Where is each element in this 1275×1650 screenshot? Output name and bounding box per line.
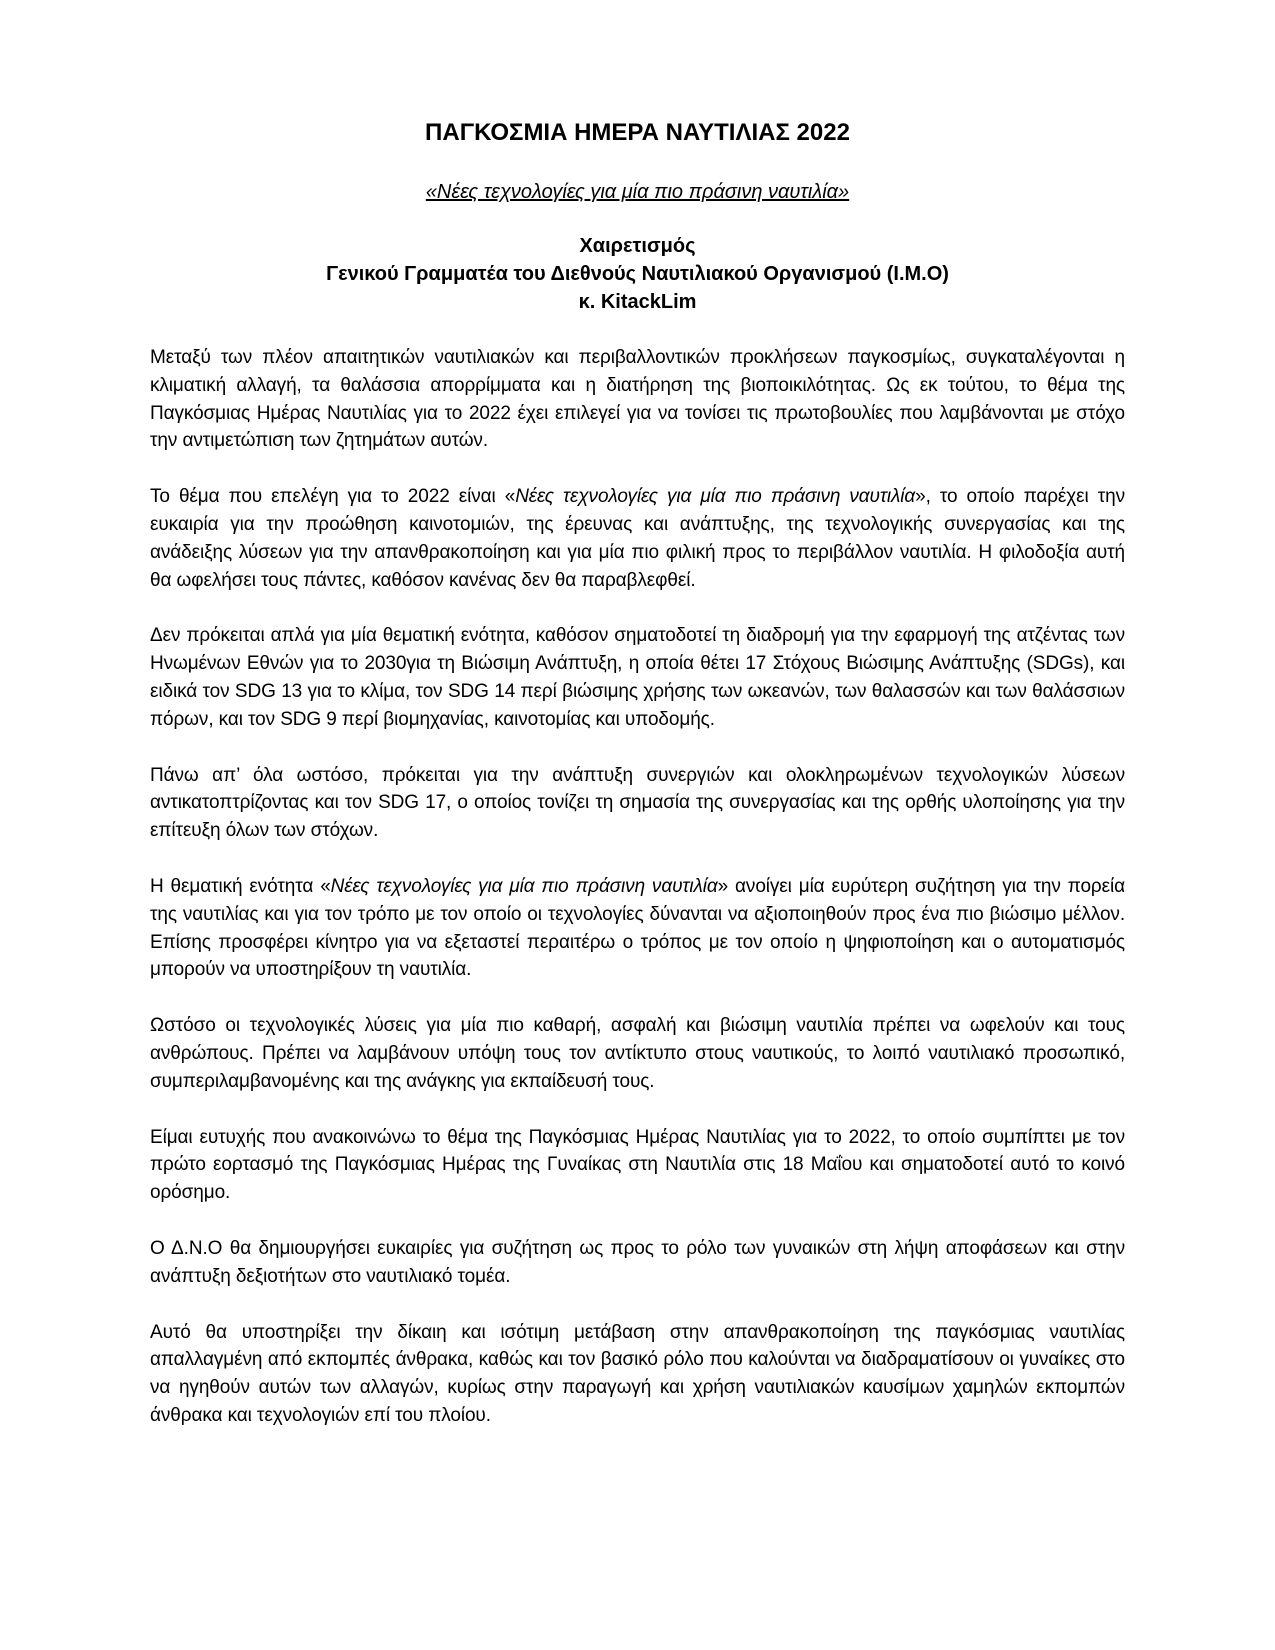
paragraph-3: Δεν πρόκειται απλά για μία θεματική ενότητα, καθόσον σηματοδοτεί τη διαδρομή για την εφαρμογή της ατζέντας των Ηνωμένων Εθνών για το 2030για τη Βιώσιμη Ανάπτυξη, η οποία θέτει 17 Στόχους Βιώσιμης Ανάπτυξης (SDGs), και ειδικά τον SDG 13 για το κλίμα, τον SDG 14 περί βιώσιμης χρήσης των ωκεανών, των θαλασσών και των θαλάσσιων πόρων, και τον SDG 9 περί βιομηχανίας, καινοτομίας και υποδομής. <box>150 625 1125 730</box>
greeting-line-3: κ. KitackLim <box>578 291 697 313</box>
paragraph-6: Ωστόσο οι τεχνολογικές λύσεις για μία πιο καθαρή, ασφαλή και βιώσιμη ναυτιλία πρέπει να ωφελούν και τους ανθρώπους. Πρέπει να λαμβάνουν υπόψη τους τον αντίκτυπο στους ναυτικούς, το λοιπό ναυτιλιακό προσωπικό, συμπεριλαμβανομένης και της ανάγκης για εκπαίδευσή τους. <box>150 1015 1125 1092</box>
paragraph-5-text-a: Η θεματική ενότητα « <box>150 875 331 897</box>
paragraph-8: Ο Δ.Ν.Ο θα δημιουργήσει ευκαιρίες για συζήτηση ως προς το ρόλο των γυναικών στη λήψη αποφάσεων και στην ανάπτυξη δεξιοτήτων στο ναυτιλιακό τομέα. <box>150 1237 1125 1287</box>
paragraph-2-theme: Νέες τεχνολογίες για μία πιο πράσινη ναυτιλία <box>515 486 916 508</box>
document-title: ΠΑΓΚΟΣΜΙΑ ΗΜΕΡΑ ΝΑΥΤΙΛΙΑΣ 2022 <box>425 119 850 146</box>
paragraph-2-text-b: », το οποίο παρέχει την ευκαιρία για την προώθηση καινοτομιών, της έρευνας και ανάπτυξης, της τεχνολογικής συνεργασίας και της ανάδειξης λύσεων για την απανθρακοποίηση και για μία πιο φιλική προς το περιβάλλον ναυτιλία. Η φιλοδοξία αυτή θα ωφελήσει τους πάντες, καθόσον κανένας δεν θα παραβλεφθεί. <box>150 486 1126 591</box>
paragraph-2-text-a: Το θέμα που επελέγη για το 2022 είναι « <box>150 486 516 508</box>
paragraph-7: Είμαι ευτυχής που ανακοινώνω το θέμα της Παγκόσμιας Ημέρας Ναυτιλίας για το 2022, το οποίο συμπίπτει με τον πρώτο εορτασμό της Παγκόσμιας Ημέρας της Γυναίκας στη Ναυτιλία στις 18 Μαΐου και σηματοδοτεί αυτό το κοινό ορόσημο. <box>150 1126 1125 1204</box>
paragraph-5-theme: Νέες τεχνολογίες για μία πιο πράσινη ναυτιλία <box>330 875 718 897</box>
paragraph-1: Μεταξύ των πλέον απαιτητικών ναυτιλιακών και περιβαλλοντικών προκλήσεων παγκοσμίως, συγκαταλέγονται η κλιματική αλλαγή, τα θαλάσσια απορρίμματα και η διατήρηση της βιοποικιλότητας. Ως εκ τούτου, το θέμα της Παγκόσμιας Ημέρας Ναυτιλίας για το 2022 έχει επιλεγεί για να τονίσει τις πρωτοβουλίες που λαμβάνονται με στόχο την αντιμετώπιση των ζητημάτων αυτών. <box>150 347 1125 452</box>
paragraph-9: Αυτό θα υποστηρίξει την δίκαιη και ισότιμη μετάβαση στην απανθρακοποίηση της παγκόσμιας ναυτιλίας απαλλαγμένη από εκπομπές άνθρακα, καθώς και τον βασικό ρόλο που καλούνται να διαδραματίσουν οι γυναίκες στο να ηγηθούν αυτών των αλλαγών, κυρίως στην παραγωγή και χρήση ναυτιλιακών καυσίμων χαμηλών εκπομπών άνθρακα και τεχνολογιών επί του πλοίου. <box>150 1321 1125 1426</box>
greeting-line-2: Γενικού Γραμματέα του Διεθνούς Ναυτιλιακού Οργανισμού (Ι.Μ.Ο) <box>326 263 949 285</box>
paragraph-5 <box>150 873 1125 984</box>
greeting-line-1: Χαιρετισμός <box>579 235 696 257</box>
greeting-block <box>150 232 1125 316</box>
document-subtitle: «Νέες τεχνολογίες για μία πιο πράσινη ναυτιλία» <box>425 181 850 203</box>
paragraph-2 <box>150 483 1125 594</box>
document-page <box>150 118 1125 1430</box>
paragraph-4: Πάνω απ’ όλα ωστόσο, πρόκειται για την ανάπτυξη συνεργιών και ολοκληρωμένων τεχνολογικών λύσεων αντικατοπτρίζοντας και τον SDG 17, ο οποίος τονίζει τη σημασία της συνεργασίας και της ορθής υλοποίησης για την επίτευξη όλων των στόχων. <box>150 764 1125 842</box>
paragraph-5-text-b: » ανοίγει μία ευρύτερη συζήτηση για την πορεία της ναυτιλίας και για τον τρόπο με τον οποίο οι τεχνολογίες δύνανται να αξιοποιηθούν προς ένα πιο βιώσιμο μέλλον. Επίσης προσφέρει κίνητρο για να εξεταστεί περαιτέρω ο τρόπος με τον οποίο η ψηφιοποίηση και ο αυτοματισμός μπορούν να υποστηρίξουν τη ναυτιλία. <box>150 875 1126 981</box>
